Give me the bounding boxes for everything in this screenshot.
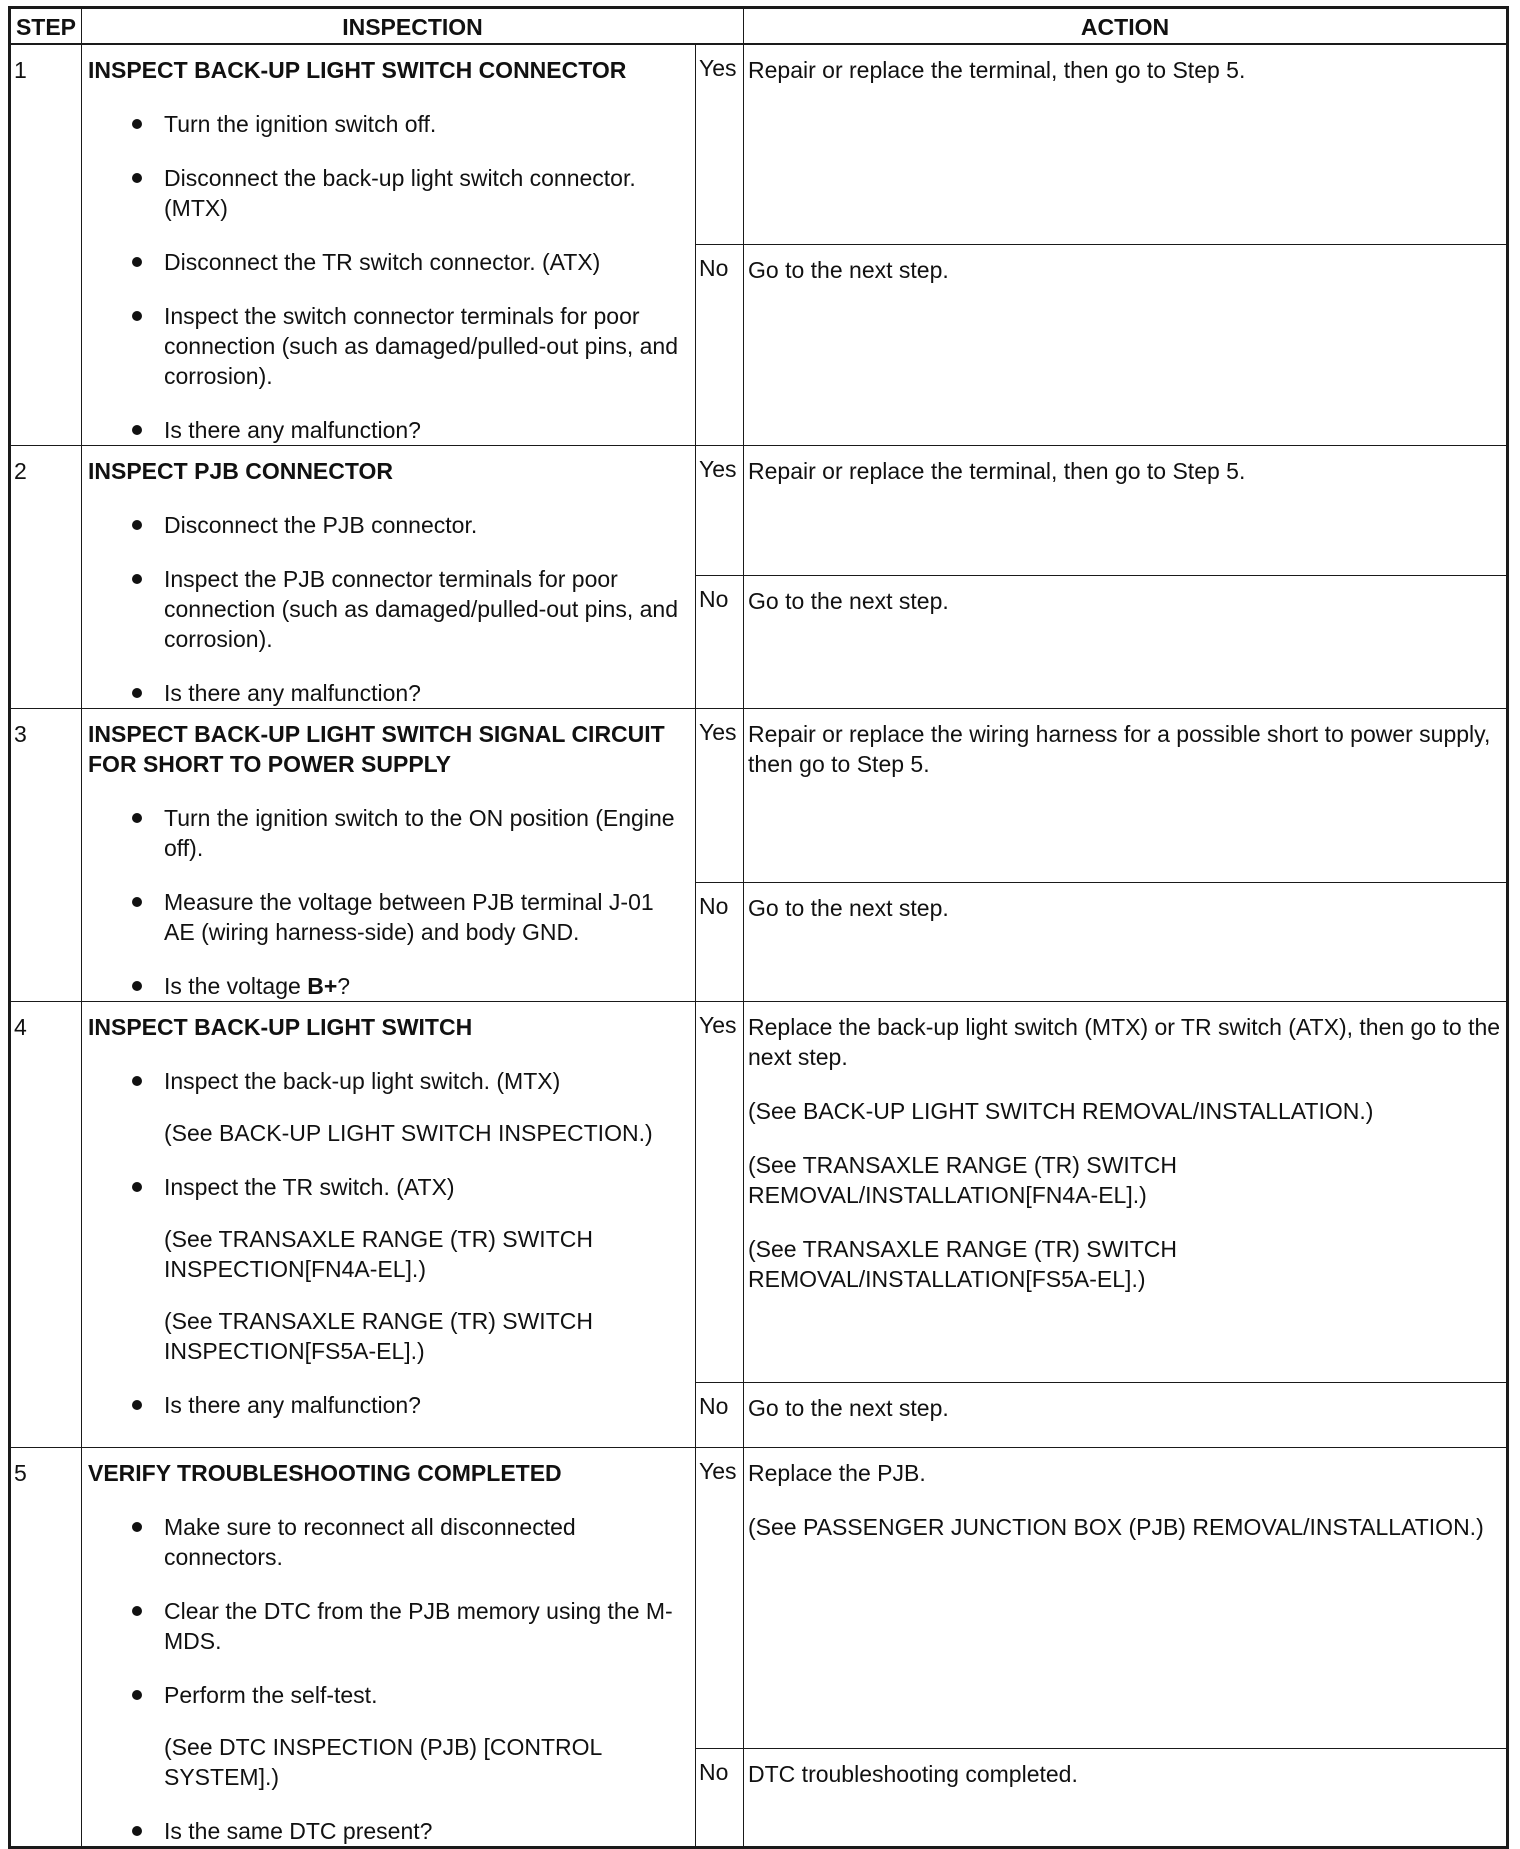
step-5-yes-row [10,1447,1508,1749]
no-action [744,244,1508,445]
yes-action [744,1447,1508,1749]
action-text: Go to the next step. [748,894,949,921]
list-item: Clear the DTC from the PJB memory using the M-MDS. [88,1596,687,1656]
list-note: (See BACK-UP LIGHT SWITCH INSPECTION.) [164,1119,653,1146]
yes-label: Yes [696,1001,744,1382]
action-text: (See PASSENGER JUNCTION BOX (PJB) REMOVAL/INSTALLATION.) [748,1513,1484,1540]
step-number: 3 [10,708,82,1001]
step-1-inspection [82,44,696,446]
action-text: Replace the PJB. [748,1459,926,1486]
troubleshooting-page [8,6,1506,1844]
no-label: No [696,244,744,445]
list-item: Is there any malfunction? [88,415,687,445]
troubleshooting-table [8,6,1509,1849]
list-item: Perform the self-test. [88,1680,687,1710]
step-title: INSPECT BACK-UP LIGHT SWITCH SIGNAL CIRCUIT FOR SHORT TO POWER SUPPLY [88,720,665,777]
list-item: Inspect the TR switch. (ATX) [88,1172,687,1202]
step-4-inspection [82,1001,696,1447]
yes-action [744,1001,1508,1382]
step-items [88,1066,687,1420]
no-action [744,1382,1508,1447]
action-text: Repair or replace the wiring harness for a possible short to power supply, then go to Step 5. [748,720,1491,777]
step-2-yes-row [10,445,1508,575]
item-tail: ? [337,972,351,999]
action-text: (See BACK-UP LIGHT SWITCH REMOVAL/INSTALLATION.) [748,1097,1374,1124]
action-text: (See TRANSAXLE RANGE (TR) SWITCH REMOVAL/INSTALLATION[FS5A-EL].) [748,1235,1177,1292]
step-1-yes-row [10,44,1508,245]
yes-label: Yes [696,1447,744,1749]
no-label: No [696,1382,744,1447]
step-title: INSPECT PJB CONNECTOR [88,457,394,484]
list-item: Disconnect the TR switch connector. (ATX) [88,247,687,277]
yes-label: Yes [696,445,744,575]
yes-action [744,44,1508,245]
list-item: Make sure to reconnect all disconnected connectors. [88,1512,687,1572]
header-step: STEP [10,8,82,44]
yes-label: Yes [696,44,744,245]
list-item: Disconnect the PJB connector. [88,510,687,540]
action-text: (See TRANSAXLE RANGE (TR) SWITCH REMOVAL/INSTALLATION[FN4A-EL].) [748,1151,1177,1208]
action-text: Replace the back-up light switch (MTX) or TR switch (ATX), then go to the next step. [748,1013,1501,1070]
step-items [88,510,687,708]
list-item: Turn the ignition switch off. [88,109,687,139]
list-item: Measure the voltage between PJB terminal J-01 AE (wiring harness-side) and body GND. [88,887,687,947]
no-label: No [696,575,744,708]
action-text: Go to the next step. [748,587,949,614]
step-number: 1 [10,44,82,446]
action-text: DTC troubleshooting completed. [748,1761,1078,1788]
no-action [744,575,1508,708]
no-label: No [696,882,744,1001]
step-title: INSPECT BACK-UP LIGHT SWITCH CONNECTOR [88,56,627,83]
list-note: (See DTC INSPECTION (PJB) [CONTROL SYSTEM].) [164,1733,602,1790]
no-action [744,882,1508,1001]
step-5-inspection [82,1447,696,1847]
list-note: (See TRANSAXLE RANGE (TR) SWITCH INSPECTION[FN4A-EL].) [164,1225,593,1282]
list-item [88,971,687,1001]
list-item: Inspect the PJB connector terminals for poor connection (such as damaged/pulled-out pins, and corrosion). [88,564,687,654]
action-text: Go to the next step. [748,1394,949,1421]
action-text: Repair or replace the terminal, then go to Step 5. [748,56,1246,83]
list-item: Is there any malfunction? [88,1390,687,1420]
no-action [744,1749,1508,1847]
header-inspection: INSPECTION [82,8,744,44]
step-title: INSPECT BACK-UP LIGHT SWITCH [88,1013,473,1040]
step-items [88,1512,687,1846]
item-text: Is the voltage [164,972,308,999]
action-text: Repair or replace the terminal, then go to Step 5. [748,457,1246,484]
list-item: Turn the ignition switch to the ON position (Engine off). [88,803,687,863]
step-3-yes-row [10,708,1508,882]
list-item: Inspect the switch connector terminals for poor connection (such as damaged/pulled-out pins, and corrosion). [88,301,687,391]
step-number: 5 [10,1447,82,1847]
list-note: (See TRANSAXLE RANGE (TR) SWITCH INSPECTION[FS5A-EL].) [164,1307,593,1364]
header-row [10,8,1508,44]
no-label: No [696,1749,744,1847]
step-number: 4 [10,1001,82,1447]
step-title: VERIFY TROUBLESHOOTING COMPLETED [88,1459,562,1486]
yes-label: Yes [696,708,744,882]
step-4-yes-row [10,1001,1508,1382]
step-items [88,109,687,445]
yes-action [744,445,1508,575]
step-3-inspection [82,708,696,1001]
step-items [88,803,687,1001]
header-action: ACTION [744,8,1508,44]
list-item: Inspect the back-up light switch. (MTX) [88,1066,687,1096]
step-number: 2 [10,445,82,708]
step-2-inspection [82,445,696,708]
action-text: Go to the next step. [748,256,949,283]
list-item: Is there any malfunction? [88,678,687,708]
yes-action [744,708,1508,882]
list-item: Is the same DTC present? [88,1816,687,1846]
voltage-value: B+ [307,972,338,999]
list-item: Disconnect the back-up light switch connector. (MTX) [88,163,687,223]
